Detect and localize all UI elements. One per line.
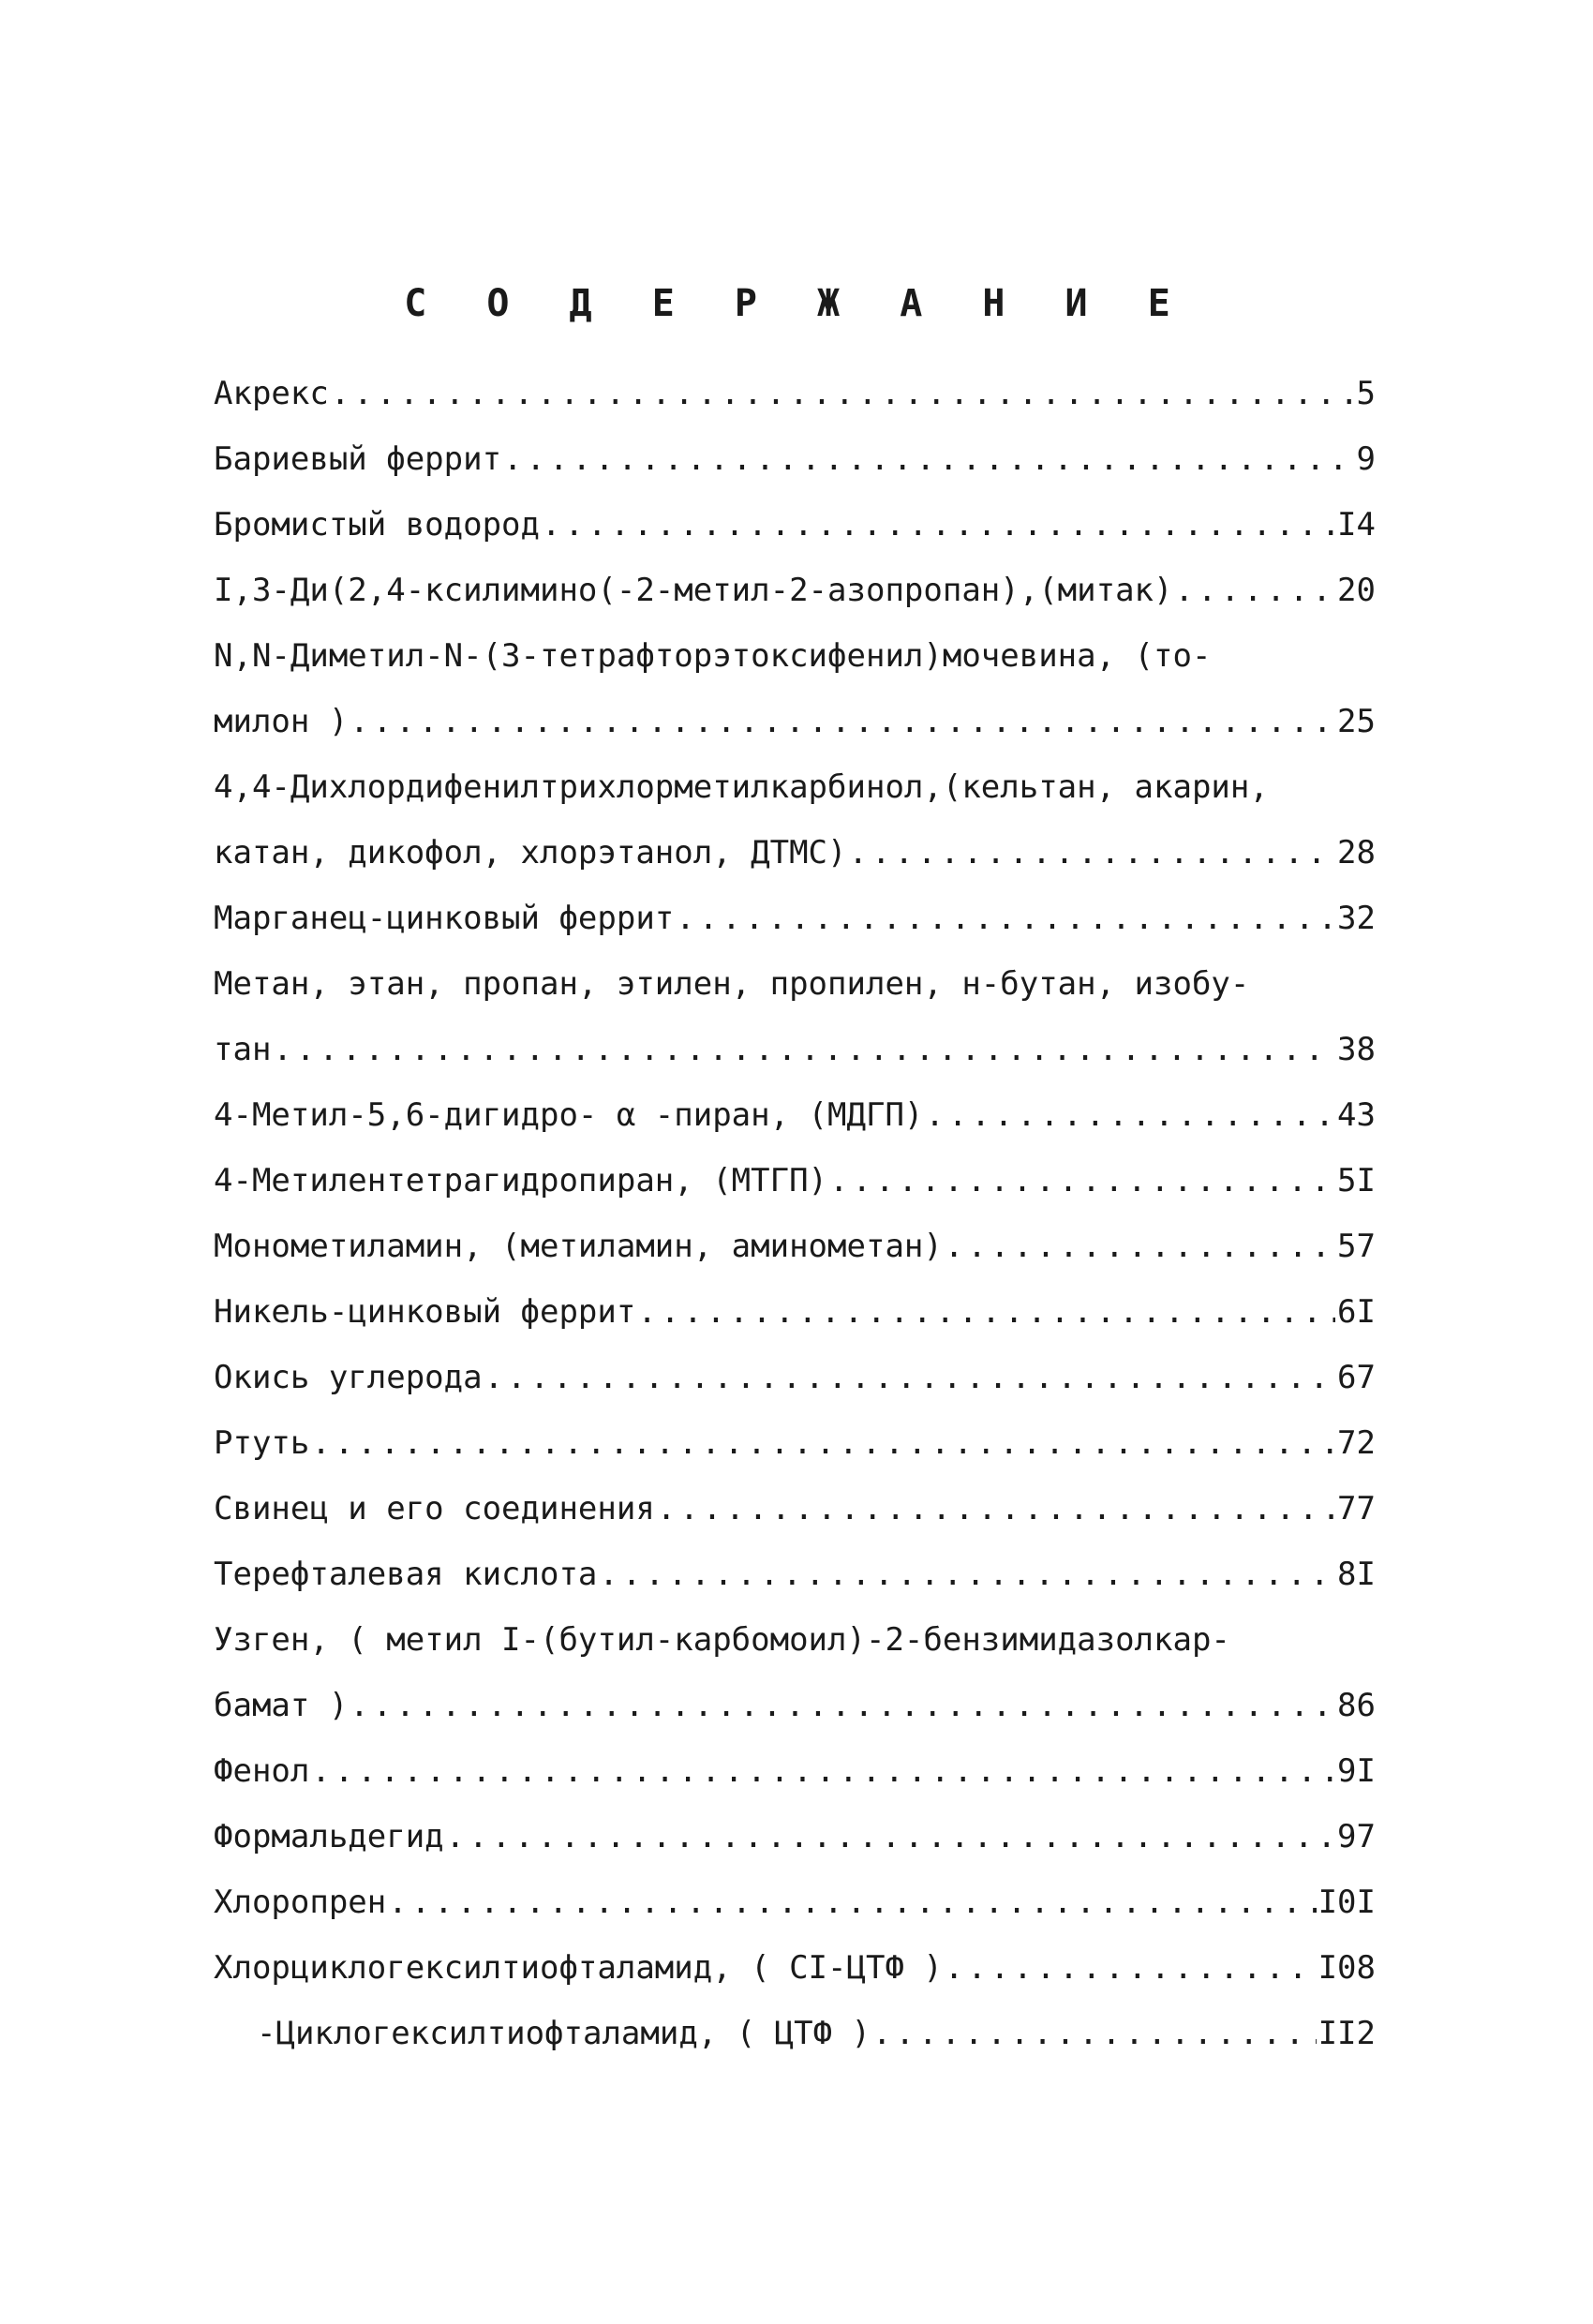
toc-leader-dots [1175,558,1336,623]
toc-entry-page: 77 [1337,1490,1376,1527]
toc-leader-dots [311,1738,1335,1804]
toc-entry-page: I4 [1337,506,1376,544]
toc-entry-label: Бариевый феррит [214,440,502,478]
toc-entry [214,1935,1376,2001]
toc-entry [214,361,1376,426]
toc-entry [214,689,1376,754]
toc-entry-label: Фенол [214,1752,310,1790]
toc-entry-page: I0I [1318,1884,1376,1921]
toc-entry [214,1148,1376,1214]
toc-entry-page: 9I [1337,1752,1376,1790]
toc-entry-page: 6I [1337,1293,1376,1331]
toc-entry-label: -Циклогексилтиофталамид, ( ЦТФ ) [257,2015,871,2052]
toc-entry [214,1345,1376,1410]
toc-entry-label: Акрекс [214,375,329,412]
toc-entry-label: Хлорциклогексилтиофталамид, ( СI-ЦТФ ) [214,1949,943,1987]
toc-leader-dots [599,1542,1335,1607]
toc-entry [214,886,1376,951]
toc-entry-page: 8I [1337,1556,1376,1593]
toc-entry-first-line: Метан, этан, пропан, этилен, пропилен, н-бутан, изобу- [214,965,1250,1003]
toc-entry [214,1673,1376,1738]
toc-entry [214,1214,1376,1279]
toc-leader-dots [849,820,1336,886]
toc-leader-dots [637,1279,1335,1345]
toc-entry-label: Свинец и его соединения [214,1490,655,1527]
toc-entry [214,492,1376,558]
toc-leader-dots [676,886,1335,951]
toc-entry [214,1542,1376,1607]
toc-entry-page: 32 [1337,900,1376,937]
toc-entry-label: Хлоропрен [214,1884,387,1921]
toc-entry [214,1410,1376,1476]
toc-leader-dots [388,1870,1316,1935]
toc-leader-dots [657,1476,1335,1542]
toc-entry-label: 4-Метилентетрагидропиран, (МТГП) [214,1162,828,1199]
toc-entry-page: 38 [1337,1031,1376,1068]
toc-entry-page: 5 [1356,375,1376,412]
toc-entry-label: Никель-цинковый феррит [214,1293,636,1331]
toc-entry-first-line: N,N-Диметил-N-(3-тетрафторэтоксифенил)мочевина, (то- [214,637,1212,675]
toc-leader-dots [542,492,1335,558]
toc-leader-dots [350,1673,1335,1738]
toc-entry-page: 72 [1337,1424,1376,1462]
toc-entry-label: Формальдегид [214,1818,444,1855]
toc-entry-label: Ртуть [214,1424,310,1462]
toc-entry-page: 9 [1356,440,1376,478]
toc-leader-dots [273,1017,1335,1082]
toc-entry-page: 43 [1337,1096,1376,1134]
toc-leader-dots [311,1410,1335,1476]
toc-entry-label: тан [214,1031,272,1068]
toc-entry-label: Монометиламин, (метиламин, аминометан) [214,1228,943,1265]
toc-entry-label: катан, дикофол, хлорэтанол, ДТМС) [214,834,847,872]
toc-entry-first-line: 4,4-Дихлордифенилтрихлорметилкарбинол,(кельтан, акарин, [214,768,1269,806]
toc-entry-page: 5I [1337,1162,1376,1199]
toc-entry-page: 25 [1337,703,1376,740]
toc-entry [214,820,1376,886]
toc-entry [214,1804,1376,1870]
toc-leader-dots [925,1082,1335,1148]
toc-entry-page: 57 [1337,1228,1376,1265]
toc-entry-label: 4-Метил-5,6-дигидро- α -пиран, (МДГП) [214,1096,924,1134]
toc-entry [214,558,1376,623]
toc-entry [214,1017,1376,1082]
toc-entry [214,1738,1376,1804]
toc-leader-dots [945,1935,1317,2001]
table-of-contents [214,361,1376,2066]
toc-entry [214,2001,1376,2066]
toc-entry-label: милон ) [214,703,349,740]
toc-leader-dots [350,689,1335,754]
toc-entry-label: Терефталевая кислота [214,1556,598,1593]
toc-entry-label: I,3-Ди(2,4-ксилимино(-2-метил-2-азопропан),(митак) [214,572,1173,609]
toc-entry-label: бамат ) [214,1687,349,1724]
toc-entry-page: I08 [1318,1949,1376,1987]
toc-entry [214,1082,1376,1148]
toc-leader-dots [872,2001,1317,2066]
toc-entry-label: Бромистый водород [214,506,540,544]
toc-entry [214,1870,1376,1935]
toc-entry-page: 20 [1337,572,1376,609]
toc-leader-dots [484,1345,1335,1410]
toc-entry-page: 67 [1337,1359,1376,1396]
toc-leader-dots [446,1804,1335,1870]
toc-leader-dots [945,1214,1335,1279]
toc-entry-page: II2 [1318,2015,1376,2052]
toc-entry-first-line: Узген, ( метил I-(бутил-карбомоил)-2-бензимидазолкар- [214,1621,1230,1659]
toc-leader-dots [829,1148,1335,1214]
toc-leader-dots [331,361,1355,426]
toc-entry-label: Марганец-цинковый феррит [214,900,675,937]
toc-entry [214,426,1376,492]
toc-leader-dots [503,426,1354,492]
toc-entry-page: 28 [1337,834,1376,872]
toc-entry-label: Окись углерода [214,1359,483,1396]
toc-entry-page: 86 [1337,1687,1376,1724]
toc-entry [214,1279,1376,1345]
page-title: С О Д Е Р Ж А Н И Е [404,282,1189,325]
toc-entry-page: 97 [1337,1818,1376,1855]
toc-entry [214,1476,1376,1542]
